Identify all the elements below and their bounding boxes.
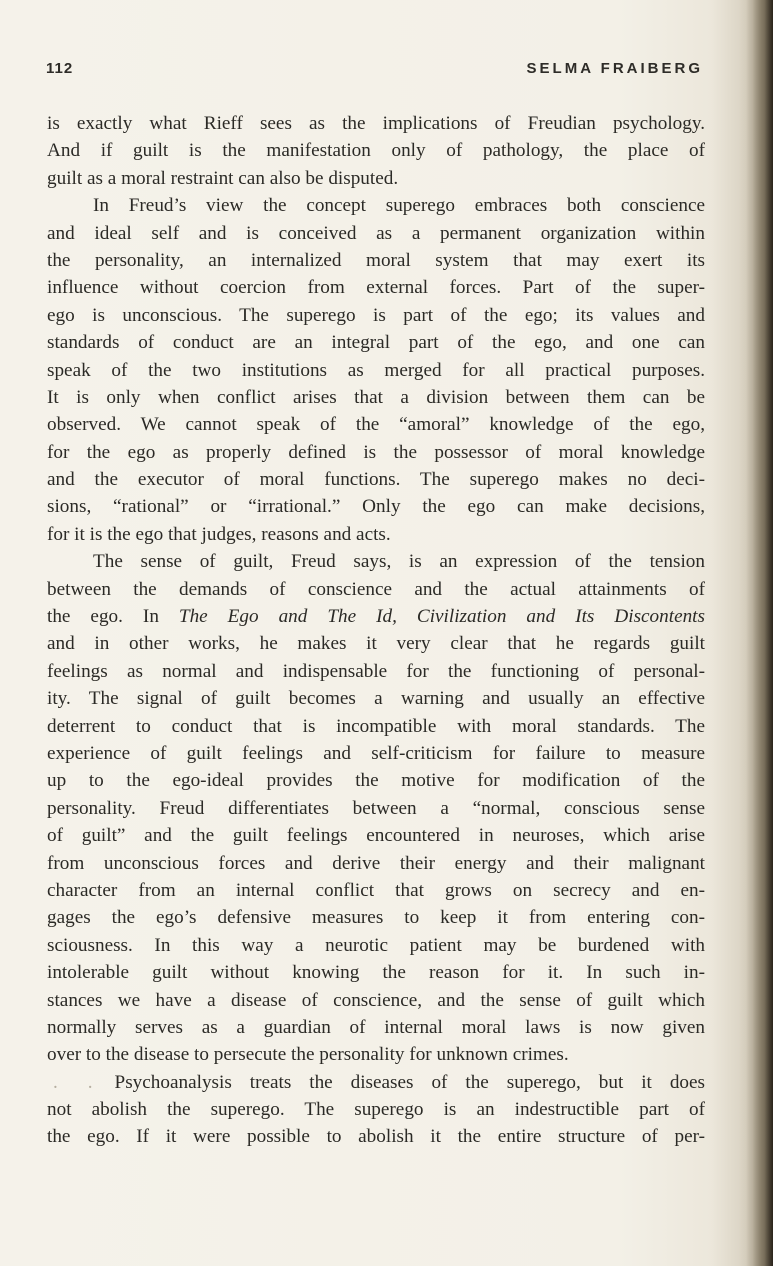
spine-shadow <box>739 0 773 1266</box>
text-line: is exactly what Rieff sees as the implications of Freudian psychology. <box>47 113 705 134</box>
text-line: And if guilt is the manifestation only of pathology, the place of <box>47 140 705 162</box>
text-line: The sense of guilt, Freud says, is an expression of the tension <box>93 551 705 573</box>
text-line: stances we have a disease of conscience, and the sense of guilt which <box>47 989 705 1011</box>
text-line: personality. Freud differentiates between a “normal, conscious sense <box>47 797 705 819</box>
text-line: feelings as normal and indispensable for the functioning of personal- <box>47 660 705 682</box>
text-line: experience of guilt feelings and self-criticism for failure to measure <box>47 742 705 764</box>
text-line: over to the disease to persecute the personality for unknown crimes. <box>47 1044 569 1066</box>
text-line: for it is the ego that judges, reasons and acts. <box>47 523 391 545</box>
text-line: character from an internal conflict that grows on secrecy and en- <box>47 879 705 901</box>
text-line: the personality, an internalized moral system that may exert its <box>47 249 705 271</box>
margin-mark: . . <box>53 1071 99 1093</box>
text-line: In Freud’s view the concept superego embraces both conscience <box>93 195 705 217</box>
text-line: for the ego as properly defined is the possessor of moral knowledge <box>47 441 705 463</box>
text-line: observed. We cannot speak of the “amoral” knowledge of the ego, <box>47 414 705 436</box>
text-line: sions, “rational” or “irrational.” Only the ego can make decisions, <box>47 496 705 518</box>
text-line: intolerable guilt without knowing the reason for it. In such in- <box>47 962 705 984</box>
text-line: normally serves as a guardian of internal moral laws is now given <box>47 1016 705 1038</box>
text-line: and ideal self and is conceived as a permanent organization within <box>47 222 705 244</box>
text-line: ego is unconscious. The superego is part of the ego; its values and <box>47 304 705 326</box>
text-line: standards of conduct are an integral part of the ego, and one can <box>47 332 705 354</box>
text-line: guilt as a moral restraint can also be disputed. <box>47 167 399 189</box>
text-line: the ego. If it were possible to abolish it the entire structure of per- <box>47 1126 705 1148</box>
page-header <box>46 60 703 88</box>
body-text <box>47 110 705 1151</box>
text-line: from unconscious forces and derive their energy and their malignant <box>47 852 705 874</box>
text-line: . . Psychoanalysis treats the diseases of the superego, but it does <box>53 1071 705 1093</box>
text-line: influence without coercion from external forces. Part of the super- <box>47 277 705 299</box>
text-line: up to the ego-ideal provides the motive for modification of the <box>47 770 705 792</box>
text-line: not abolish the superego. The superego is an indestructible part of <box>47 1099 705 1121</box>
text-line: ity. The signal of guilt becomes a warning and usually an effective <box>47 688 705 710</box>
italic-title: The Ego and The Id, Civilization and Its Discontents <box>178 606 705 628</box>
text-line: of guilt” and the guilt feelings encountered in neuroses, which arise <box>47 825 705 847</box>
text-line: and in other works, he makes it very clear that he regards guilt <box>47 633 705 655</box>
page-number: 112 <box>46 60 74 77</box>
running-head: SELMA FRAIBERG <box>526 60 703 77</box>
text-line: gages the ego’s defensive measures to keep it from entering con- <box>47 907 705 929</box>
text-line: the ego. In The Ego and The Id, Civilization and Its Discontents <box>47 606 705 628</box>
text-line: It is only when conflict arises that a division between them can be <box>47 386 705 408</box>
text-line: and the executor of moral functions. The superego makes no deci- <box>47 469 705 491</box>
text-line: between the demands of conscience and the actual attainments of <box>47 578 705 600</box>
text-line: deterrent to conduct that is incompatible with moral standards. The <box>47 715 705 737</box>
text-line: speak of the two institutions as merged for all practical purposes. <box>47 359 705 381</box>
text-line: sciousness. In this way a neurotic patient may be burdened with <box>47 934 705 956</box>
